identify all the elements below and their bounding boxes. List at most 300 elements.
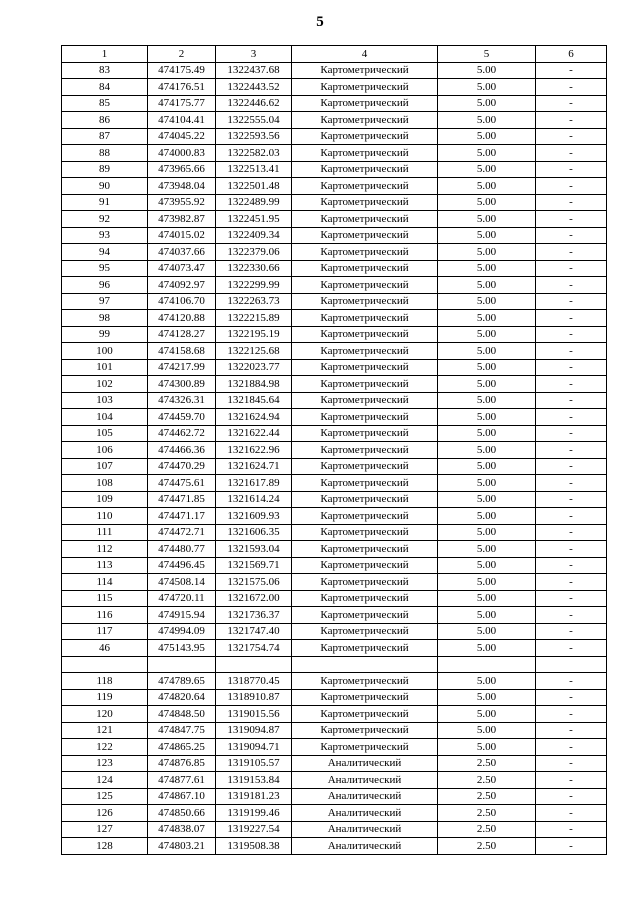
x-coordinate-cell: 474876.85 <box>148 755 216 772</box>
note-cell: - <box>536 277 607 294</box>
point-number-cell: 85 <box>62 95 148 112</box>
y-coordinate-cell: 1319227.54 <box>216 821 292 838</box>
method-cell: Картометрический <box>292 475 438 492</box>
method-cell: Картометрический <box>292 112 438 129</box>
precision-cell: 2.50 <box>438 788 536 805</box>
note-cell: - <box>536 293 607 310</box>
point-number-cell: 102 <box>62 376 148 393</box>
method-cell: Картометрический <box>292 442 438 459</box>
point-number-cell <box>62 656 148 673</box>
note-cell: - <box>536 145 607 162</box>
point-number-cell: 127 <box>62 821 148 838</box>
method-cell: Картометрический <box>292 458 438 475</box>
note-cell: - <box>536 310 607 327</box>
x-coordinate-cell: 474915.94 <box>148 607 216 624</box>
y-coordinate-cell: 1319508.38 <box>216 838 292 855</box>
precision-cell: 2.50 <box>438 838 536 855</box>
y-coordinate-cell: 1321622.44 <box>216 425 292 442</box>
method-cell: Картометрический <box>292 541 438 558</box>
table-row <box>62 343 607 360</box>
method-cell: Картометрический <box>292 409 438 426</box>
precision-cell: 5.00 <box>438 392 536 409</box>
precision-cell: 5.00 <box>438 475 536 492</box>
point-number-cell: 93 <box>62 227 148 244</box>
point-number-cell: 92 <box>62 211 148 228</box>
x-coordinate-cell: 474000.83 <box>148 145 216 162</box>
point-number-cell: 125 <box>62 788 148 805</box>
table-row <box>62 739 607 756</box>
precision-cell: 5.00 <box>438 343 536 360</box>
y-coordinate-cell: 1319181.23 <box>216 788 292 805</box>
y-coordinate-cell: 1322513.41 <box>216 161 292 178</box>
method-cell: Аналитический <box>292 788 438 805</box>
table-row <box>62 145 607 162</box>
note-cell: - <box>536 128 607 145</box>
note-cell: - <box>536 607 607 624</box>
point-number-cell: 105 <box>62 425 148 442</box>
y-coordinate-cell: 1322379.06 <box>216 244 292 261</box>
method-cell: Картометрический <box>292 508 438 525</box>
point-number-cell: 107 <box>62 458 148 475</box>
table-row <box>62 409 607 426</box>
method-cell: Картометрический <box>292 343 438 360</box>
method-cell: Аналитический <box>292 755 438 772</box>
table-row <box>62 574 607 591</box>
table-row <box>62 673 607 690</box>
precision-cell: 5.00 <box>438 112 536 129</box>
table-row <box>62 392 607 409</box>
method-cell: Картометрический <box>292 607 438 624</box>
column-header: 1 <box>62 46 148 63</box>
y-coordinate-cell: 1322195.19 <box>216 326 292 343</box>
method-cell: Картометрический <box>292 62 438 79</box>
y-coordinate-cell: 1321747.40 <box>216 623 292 640</box>
point-number-cell: 108 <box>62 475 148 492</box>
y-coordinate-cell: 1321614.24 <box>216 491 292 508</box>
note-cell: - <box>536 178 607 195</box>
table-row <box>62 590 607 607</box>
table-row <box>62 755 607 772</box>
method-cell: Картометрический <box>292 178 438 195</box>
method-cell: Картометрический <box>292 524 438 541</box>
y-coordinate-cell: 1319094.87 <box>216 722 292 739</box>
note-cell: - <box>536 392 607 409</box>
precision-cell: 5.00 <box>438 326 536 343</box>
table-row <box>62 541 607 558</box>
point-number-cell: 96 <box>62 277 148 294</box>
table-row <box>62 442 607 459</box>
precision-cell: 5.00 <box>438 640 536 657</box>
x-coordinate-cell: 474475.61 <box>148 475 216 492</box>
precision-cell: 2.50 <box>438 805 536 822</box>
point-number-cell: 112 <box>62 541 148 558</box>
precision-cell: 5.00 <box>438 244 536 261</box>
note-cell: - <box>536 376 607 393</box>
method-cell: Картометрический <box>292 293 438 310</box>
note-cell: - <box>536 326 607 343</box>
y-coordinate-cell: 1321617.89 <box>216 475 292 492</box>
precision-cell: 5.00 <box>438 722 536 739</box>
method-cell: Картометрический <box>292 640 438 657</box>
note-cell: - <box>536 227 607 244</box>
precision-cell: 5.00 <box>438 145 536 162</box>
x-coordinate-cell: 473955.92 <box>148 194 216 211</box>
precision-cell <box>438 656 536 673</box>
y-coordinate-cell: 1321569.71 <box>216 557 292 574</box>
point-number-cell: 120 <box>62 706 148 723</box>
x-coordinate-cell: 474470.29 <box>148 458 216 475</box>
table-row <box>62 706 607 723</box>
point-number-cell: 117 <box>62 623 148 640</box>
x-coordinate-cell: 473965.66 <box>148 161 216 178</box>
point-number-cell: 88 <box>62 145 148 162</box>
method-cell: Картометрический <box>292 706 438 723</box>
method-cell: Картометрический <box>292 161 438 178</box>
note-cell: - <box>536 673 607 690</box>
table-row <box>62 524 607 541</box>
table-row <box>62 211 607 228</box>
x-coordinate-cell: 474459.70 <box>148 409 216 426</box>
y-coordinate-cell: 1322582.03 <box>216 145 292 162</box>
precision-cell: 5.00 <box>438 161 536 178</box>
point-number-cell: 86 <box>62 112 148 129</box>
precision-cell: 5.00 <box>438 376 536 393</box>
x-coordinate-cell: 474217.99 <box>148 359 216 376</box>
point-number-cell: 111 <box>62 524 148 541</box>
table-row <box>62 475 607 492</box>
precision-cell: 5.00 <box>438 607 536 624</box>
y-coordinate-cell: 1322263.73 <box>216 293 292 310</box>
table-row <box>62 376 607 393</box>
precision-cell: 5.00 <box>438 706 536 723</box>
point-number-cell: 84 <box>62 79 148 96</box>
note-cell: - <box>536 409 607 426</box>
y-coordinate-cell: 1321622.96 <box>216 442 292 459</box>
method-cell: Аналитический <box>292 772 438 789</box>
y-coordinate-cell: 1322299.99 <box>216 277 292 294</box>
note-cell: - <box>536 640 607 657</box>
table-row <box>62 310 607 327</box>
table-row <box>62 557 607 574</box>
point-number-cell: 109 <box>62 491 148 508</box>
precision-cell: 5.00 <box>438 277 536 294</box>
x-coordinate-cell: 474720.11 <box>148 590 216 607</box>
note-cell <box>536 656 607 673</box>
y-coordinate-cell: 1322555.04 <box>216 112 292 129</box>
y-coordinate-cell: 1319105.57 <box>216 755 292 772</box>
table-row <box>62 112 607 129</box>
note-cell: - <box>536 838 607 855</box>
method-cell: Картометрический <box>292 557 438 574</box>
table-row <box>62 656 607 673</box>
x-coordinate-cell: 474867.10 <box>148 788 216 805</box>
note-cell: - <box>536 722 607 739</box>
table-row <box>62 161 607 178</box>
x-coordinate-cell: 474865.25 <box>148 739 216 756</box>
method-cell: Картометрический <box>292 376 438 393</box>
y-coordinate-cell: 1322330.66 <box>216 260 292 277</box>
note-cell: - <box>536 805 607 822</box>
point-number-cell: 104 <box>62 409 148 426</box>
note-cell: - <box>536 260 607 277</box>
note-cell: - <box>536 574 607 591</box>
point-number-cell: 98 <box>62 310 148 327</box>
point-number-cell: 87 <box>62 128 148 145</box>
table-row <box>62 326 607 343</box>
precision-cell: 5.00 <box>438 310 536 327</box>
table-row <box>62 260 607 277</box>
table-row <box>62 689 607 706</box>
precision-cell: 5.00 <box>438 508 536 525</box>
method-cell: Картометрический <box>292 623 438 640</box>
method-cell: Картометрический <box>292 95 438 112</box>
x-coordinate-cell: 474045.22 <box>148 128 216 145</box>
table-row <box>62 128 607 145</box>
point-number-cell: 116 <box>62 607 148 624</box>
x-coordinate-cell: 474104.41 <box>148 112 216 129</box>
y-coordinate-cell <box>216 656 292 673</box>
x-coordinate-cell: 473982.87 <box>148 211 216 228</box>
x-coordinate-cell: 474508.14 <box>148 574 216 591</box>
note-cell: - <box>536 755 607 772</box>
precision-cell: 5.00 <box>438 623 536 640</box>
x-coordinate-cell: 474838.07 <box>148 821 216 838</box>
x-coordinate-cell: 474480.77 <box>148 541 216 558</box>
y-coordinate-cell: 1322443.52 <box>216 79 292 96</box>
precision-cell: 5.00 <box>438 689 536 706</box>
table-row <box>62 805 607 822</box>
table-row <box>62 425 607 442</box>
x-coordinate-cell: 474326.31 <box>148 392 216 409</box>
point-number-cell: 118 <box>62 673 148 690</box>
y-coordinate-cell: 1321884.98 <box>216 376 292 393</box>
table-header-row <box>62 46 607 63</box>
table-row <box>62 788 607 805</box>
point-number-cell: 126 <box>62 805 148 822</box>
method-cell: Картометрический <box>292 326 438 343</box>
precision-cell: 5.00 <box>438 541 536 558</box>
note-cell: - <box>536 442 607 459</box>
note-cell: - <box>536 557 607 574</box>
point-number-cell: 113 <box>62 557 148 574</box>
x-coordinate-cell <box>148 656 216 673</box>
point-number-cell: 97 <box>62 293 148 310</box>
column-header: 5 <box>438 46 536 63</box>
method-cell: Картометрический <box>292 359 438 376</box>
table-row <box>62 95 607 112</box>
precision-cell: 2.50 <box>438 821 536 838</box>
column-header: 6 <box>536 46 607 63</box>
precision-cell: 5.00 <box>438 194 536 211</box>
x-coordinate-cell: 474466.36 <box>148 442 216 459</box>
precision-cell: 5.00 <box>438 458 536 475</box>
note-cell: - <box>536 425 607 442</box>
precision-cell: 5.00 <box>438 425 536 442</box>
table-row <box>62 607 607 624</box>
x-coordinate-cell: 474015.02 <box>148 227 216 244</box>
x-coordinate-cell: 474803.21 <box>148 838 216 855</box>
y-coordinate-cell: 1322501.48 <box>216 178 292 195</box>
precision-cell: 5.00 <box>438 524 536 541</box>
x-coordinate-cell: 474877.61 <box>148 772 216 789</box>
y-coordinate-cell: 1318910.87 <box>216 689 292 706</box>
method-cell: Картометрический <box>292 194 438 211</box>
point-number-cell: 114 <box>62 574 148 591</box>
y-coordinate-cell: 1322489.99 <box>216 194 292 211</box>
table-body <box>62 62 607 854</box>
x-coordinate-cell: 474073.47 <box>148 260 216 277</box>
method-cell: Картометрический <box>292 392 438 409</box>
table-row <box>62 772 607 789</box>
y-coordinate-cell: 1319199.46 <box>216 805 292 822</box>
point-number-cell: 123 <box>62 755 148 772</box>
y-coordinate-cell: 1321736.37 <box>216 607 292 624</box>
point-number-cell: 100 <box>62 343 148 360</box>
point-number-cell: 90 <box>62 178 148 195</box>
precision-cell: 5.00 <box>438 491 536 508</box>
y-coordinate-cell: 1322023.77 <box>216 359 292 376</box>
method-cell: Картометрический <box>292 739 438 756</box>
method-cell: Картометрический <box>292 145 438 162</box>
precision-cell: 5.00 <box>438 293 536 310</box>
y-coordinate-cell: 1321845.64 <box>216 392 292 409</box>
precision-cell: 5.00 <box>438 590 536 607</box>
note-cell: - <box>536 95 607 112</box>
precision-cell: 5.00 <box>438 442 536 459</box>
note-cell: - <box>536 508 607 525</box>
x-coordinate-cell: 474158.68 <box>148 343 216 360</box>
point-number-cell: 99 <box>62 326 148 343</box>
y-coordinate-cell: 1318770.45 <box>216 673 292 690</box>
method-cell: Картометрический <box>292 590 438 607</box>
x-coordinate-cell: 474847.75 <box>148 722 216 739</box>
note-cell: - <box>536 244 607 261</box>
note-cell: - <box>536 689 607 706</box>
precision-cell: 2.50 <box>438 755 536 772</box>
point-number-cell: 121 <box>62 722 148 739</box>
precision-cell: 5.00 <box>438 574 536 591</box>
precision-cell: 5.00 <box>438 260 536 277</box>
method-cell: Аналитический <box>292 805 438 822</box>
y-coordinate-cell: 1322409.34 <box>216 227 292 244</box>
x-coordinate-cell: 474820.64 <box>148 689 216 706</box>
point-number-cell: 122 <box>62 739 148 756</box>
table-row <box>62 293 607 310</box>
table-row <box>62 244 607 261</box>
precision-cell: 5.00 <box>438 95 536 112</box>
x-coordinate-cell: 474462.72 <box>148 425 216 442</box>
point-number-cell: 128 <box>62 838 148 855</box>
method-cell: Картометрический <box>292 79 438 96</box>
point-number-cell: 46 <box>62 640 148 657</box>
column-header: 2 <box>148 46 216 63</box>
precision-cell: 5.00 <box>438 128 536 145</box>
method-cell: Картометрический <box>292 722 438 739</box>
y-coordinate-cell: 1322451.95 <box>216 211 292 228</box>
table-row <box>62 640 607 657</box>
method-cell: Картометрический <box>292 128 438 145</box>
point-number-cell: 83 <box>62 62 148 79</box>
method-cell: Картометрический <box>292 425 438 442</box>
note-cell: - <box>536 524 607 541</box>
table-row <box>62 821 607 838</box>
method-cell: Картометрический <box>292 574 438 591</box>
precision-cell: 5.00 <box>438 211 536 228</box>
note-cell: - <box>536 458 607 475</box>
column-header: 4 <box>292 46 438 63</box>
point-number-cell: 110 <box>62 508 148 525</box>
note-cell: - <box>536 739 607 756</box>
note-cell: - <box>536 194 607 211</box>
x-coordinate-cell: 474176.51 <box>148 79 216 96</box>
method-cell: Аналитический <box>292 821 438 838</box>
x-coordinate-cell: 474128.27 <box>148 326 216 343</box>
point-number-cell: 101 <box>62 359 148 376</box>
x-coordinate-cell: 474848.50 <box>148 706 216 723</box>
method-cell: Картометрический <box>292 227 438 244</box>
note-cell: - <box>536 359 607 376</box>
note-cell: - <box>536 211 607 228</box>
y-coordinate-cell: 1321593.04 <box>216 541 292 558</box>
precision-cell: 5.00 <box>438 62 536 79</box>
x-coordinate-cell: 474106.70 <box>148 293 216 310</box>
precision-cell: 5.00 <box>438 359 536 376</box>
method-cell: Картометрический <box>292 211 438 228</box>
method-cell: Картометрический <box>292 260 438 277</box>
method-cell: Картометрический <box>292 689 438 706</box>
table-row <box>62 508 607 525</box>
precision-cell: 2.50 <box>438 772 536 789</box>
x-coordinate-cell: 473948.04 <box>148 178 216 195</box>
precision-cell: 5.00 <box>438 227 536 244</box>
note-cell: - <box>536 343 607 360</box>
table-row <box>62 722 607 739</box>
x-coordinate-cell: 474471.85 <box>148 491 216 508</box>
y-coordinate-cell: 1319015.56 <box>216 706 292 723</box>
precision-cell: 5.00 <box>438 409 536 426</box>
coordinates-table <box>61 45 607 855</box>
point-number-cell: 91 <box>62 194 148 211</box>
y-coordinate-cell: 1319094.71 <box>216 739 292 756</box>
method-cell: Аналитический <box>292 838 438 855</box>
y-coordinate-cell: 1321754.74 <box>216 640 292 657</box>
note-cell: - <box>536 590 607 607</box>
note-cell: - <box>536 772 607 789</box>
y-coordinate-cell: 1322446.62 <box>216 95 292 112</box>
x-coordinate-cell: 474175.49 <box>148 62 216 79</box>
note-cell: - <box>536 475 607 492</box>
x-coordinate-cell: 474037.66 <box>148 244 216 261</box>
page-number: 5 <box>316 14 324 30</box>
point-number-cell: 103 <box>62 392 148 409</box>
y-coordinate-cell: 1321624.94 <box>216 409 292 426</box>
note-cell: - <box>536 706 607 723</box>
method-cell: Картометрический <box>292 244 438 261</box>
column-header: 3 <box>216 46 292 63</box>
table-row <box>62 62 607 79</box>
x-coordinate-cell: 474472.71 <box>148 524 216 541</box>
y-coordinate-cell: 1319153.84 <box>216 772 292 789</box>
point-number-cell: 115 <box>62 590 148 607</box>
x-coordinate-cell: 474789.65 <box>148 673 216 690</box>
precision-cell: 5.00 <box>438 557 536 574</box>
x-coordinate-cell: 474471.17 <box>148 508 216 525</box>
method-cell: Картометрический <box>292 673 438 690</box>
y-coordinate-cell: 1322125.68 <box>216 343 292 360</box>
table-row <box>62 359 607 376</box>
y-coordinate-cell: 1321575.06 <box>216 574 292 591</box>
y-coordinate-cell: 1322437.68 <box>216 62 292 79</box>
